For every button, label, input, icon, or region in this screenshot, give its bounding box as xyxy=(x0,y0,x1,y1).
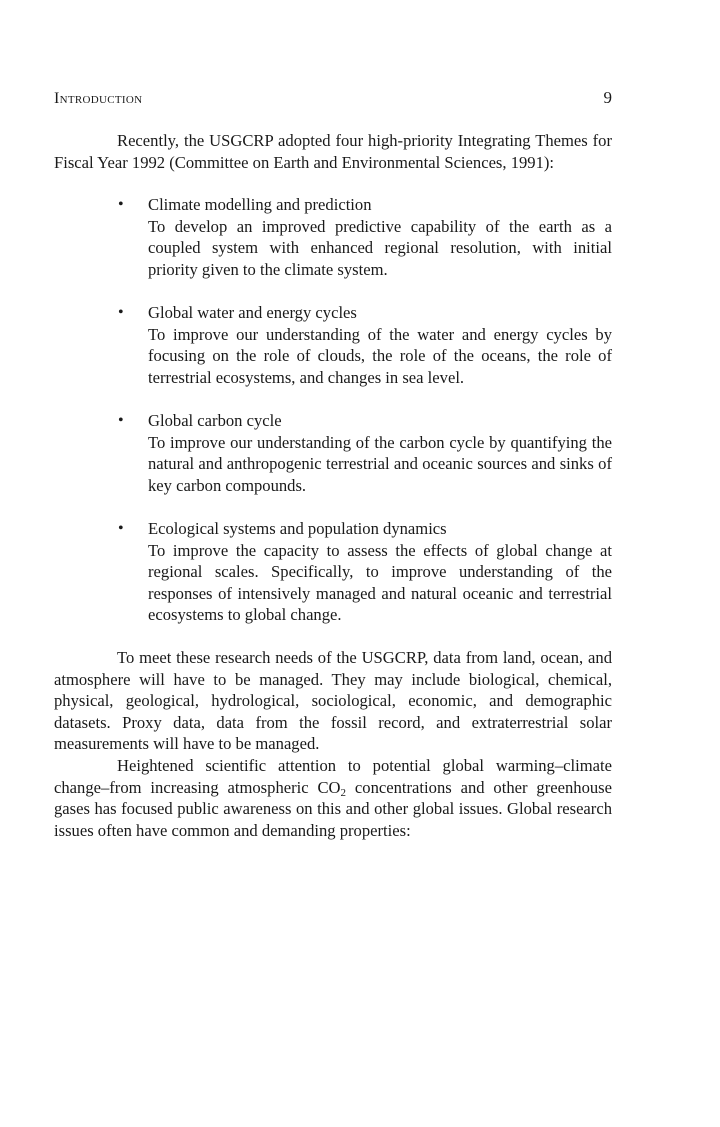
page-body xyxy=(54,130,612,841)
bullet-icon: • xyxy=(118,196,124,214)
theme-title: Global carbon cycle xyxy=(148,411,282,431)
theme-item xyxy=(54,518,612,626)
integrating-themes-list xyxy=(54,194,612,626)
page-number: 9 xyxy=(603,88,612,107)
theme-description: To improve our understanding of the carbon cycle by quantifying the natural and anthropogenic terrestrial and oceanic sources and sinks of key carbon compounds. xyxy=(148,432,612,495)
theme-title: Ecological systems and population dynamics xyxy=(148,519,447,539)
bullet-icon: • xyxy=(118,304,124,322)
bullet-icon: • xyxy=(118,412,124,430)
paragraph-text-end: concentrations and other greenhouse gases has focused public awareness on this and other global issues. Global research issues often have common and demanding properties: xyxy=(54,777,612,840)
co2-subscript: 2 xyxy=(340,786,347,799)
theme-item xyxy=(54,302,612,388)
theme-description: To improve our understanding of the water and energy cycles by focusing on the role of clouds, the role of the oceans, the role of terrestrial ecosystems, and changes in sea level. xyxy=(148,324,612,387)
data-management-paragraph: To meet these research needs of the USGCRP, data from land, ocean, and atmosphere will have to be managed. They may include biological, chemical, physical, geological, hydrological, sociological, economic, and demographic datasets. Proxy data, data from the fossil record, and extraterrestrial solar measurements will have to be managed. xyxy=(54,648,612,754)
theme-title: Global water and energy cycles xyxy=(148,303,357,323)
theme-description: To improve the capacity to assess the effects of global change at regional scales. Specifically, to improve understanding of the responses of intensively managed and natural oceanic and terrestrial ecosystems to global change. xyxy=(148,540,612,625)
theme-item xyxy=(54,410,612,496)
intro-paragraph: Recently, the USGCRP adopted four high-priority Integrating Themes for Fiscal Year 1992 (Committee on Earth and Environmental Sciences, 1991): xyxy=(54,131,612,172)
running-head xyxy=(54,88,612,109)
theme-item xyxy=(54,194,612,280)
paragraph-text-start: Heightened scientific attention to potential global warming–climate change–from increasing atmospheric CO xyxy=(54,756,612,797)
theme-description: To develop an improved predictive capability of the earth as a coupled system with enhanced regional resolution, with initial priority given to the climate system. xyxy=(148,216,612,279)
global-warming-paragraph xyxy=(54,755,612,841)
theme-title: Climate modelling and prediction xyxy=(148,195,372,215)
bullet-icon: • xyxy=(118,520,124,538)
running-title: Introduction xyxy=(54,90,143,107)
